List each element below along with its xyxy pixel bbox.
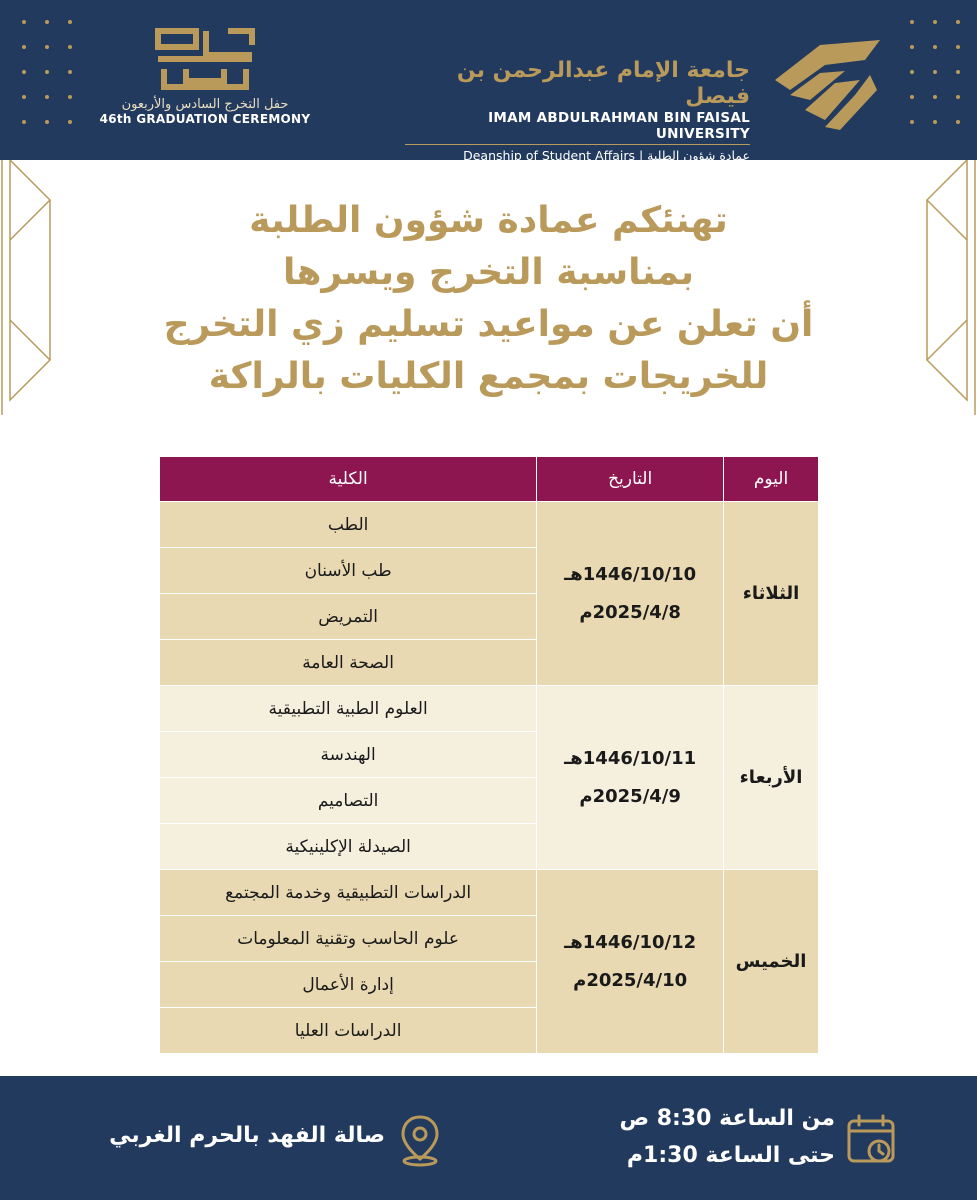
date-hijri: 1446/10/11هـ	[564, 747, 697, 769]
college-cell: الدراسات العليا	[160, 1008, 537, 1054]
ceremony-title-en: 46th GRADUATION CEREMONY	[99, 112, 311, 126]
college-cell: إدارة الأعمال	[160, 962, 537, 1008]
time-to: حتى الساعة 1:30م	[626, 1143, 835, 1168]
time-block	[590, 1100, 835, 1174]
date-hijri: 1446/10/12هـ	[564, 931, 697, 953]
day-cell: الثلاثاء	[724, 502, 819, 686]
location-pin-icon	[395, 1113, 445, 1168]
college-cell: الصحة العامة	[160, 640, 537, 686]
date-gregorian: 2025/4/8م	[579, 601, 681, 623]
university-name-en: IMAM ABDULRAHMAN BIN FAISAL UNIVERSITY	[405, 110, 750, 145]
university-name-ar: جامعة الإمام عبدالرحمن بن فيصل	[456, 58, 750, 109]
college-cell: التصاميم	[160, 778, 537, 824]
graduation-ceremony-block	[95, 25, 315, 126]
college-cell: الدراسات التطبيقية وخدمة المجتمع	[160, 870, 537, 916]
day-cell: الأربعاء	[724, 686, 819, 870]
university-block	[405, 58, 750, 163]
header-day: اليوم	[724, 457, 819, 502]
headline-line-1: تهنئكم عمادة شؤون الطلبة	[249, 200, 728, 241]
college-cell: التمريض	[160, 594, 537, 640]
table-row	[160, 870, 819, 916]
college-cell: الهندسة	[160, 732, 537, 778]
college-cell: الطب	[160, 502, 537, 548]
date-gregorian: 2025/4/10م	[573, 969, 688, 991]
headline-line-4: للخريجات بمجمع الكليات بالراكة	[208, 356, 769, 397]
date-hijri: 1446/10/10هـ	[564, 563, 697, 585]
table-row	[160, 502, 819, 548]
college-cell: الصيدلة الإكلينيكية	[160, 824, 537, 870]
headline-line-2: بمناسبة التخرج ويسرها	[282, 252, 695, 293]
left-frame-ornament	[0, 160, 60, 420]
announcement-headline	[110, 195, 867, 403]
day-cell: الخميس	[724, 870, 819, 1054]
date-cell	[537, 870, 724, 1054]
schedule-table	[159, 456, 819, 1054]
right-frame-ornament	[917, 160, 977, 420]
table-header-row	[160, 457, 819, 502]
deanship-label: Deanship of Student Affairs | عمادة شؤون الطلبة	[463, 148, 750, 163]
college-cell: العلوم الطبية التطبيقية	[160, 686, 537, 732]
header-bar	[0, 0, 977, 163]
date-cell	[537, 686, 724, 870]
header-date: التاريخ	[537, 457, 724, 502]
college-cell: طب الأسنان	[160, 548, 537, 594]
venue-label: صالة الفهد بالحرم الغربي	[109, 1123, 385, 1148]
calendar-clock-icon	[845, 1113, 900, 1168]
headline-line-3: أن تعلن عن مواعيد تسليم زي التخرج	[163, 304, 814, 345]
time-from: من الساعة 8:30 ص	[619, 1106, 835, 1131]
header-college: الكلية	[160, 457, 537, 502]
table-row	[160, 686, 819, 732]
graduation-logo	[150, 25, 260, 95]
university-logo	[765, 35, 885, 135]
date-cell	[537, 502, 724, 686]
ceremony-title-ar: حفل التخرج السادس والأربعون	[121, 97, 289, 112]
college-cell: علوم الحاسب وتقنية المعلومات	[160, 916, 537, 962]
date-gregorian: 2025/4/9م	[579, 785, 681, 807]
